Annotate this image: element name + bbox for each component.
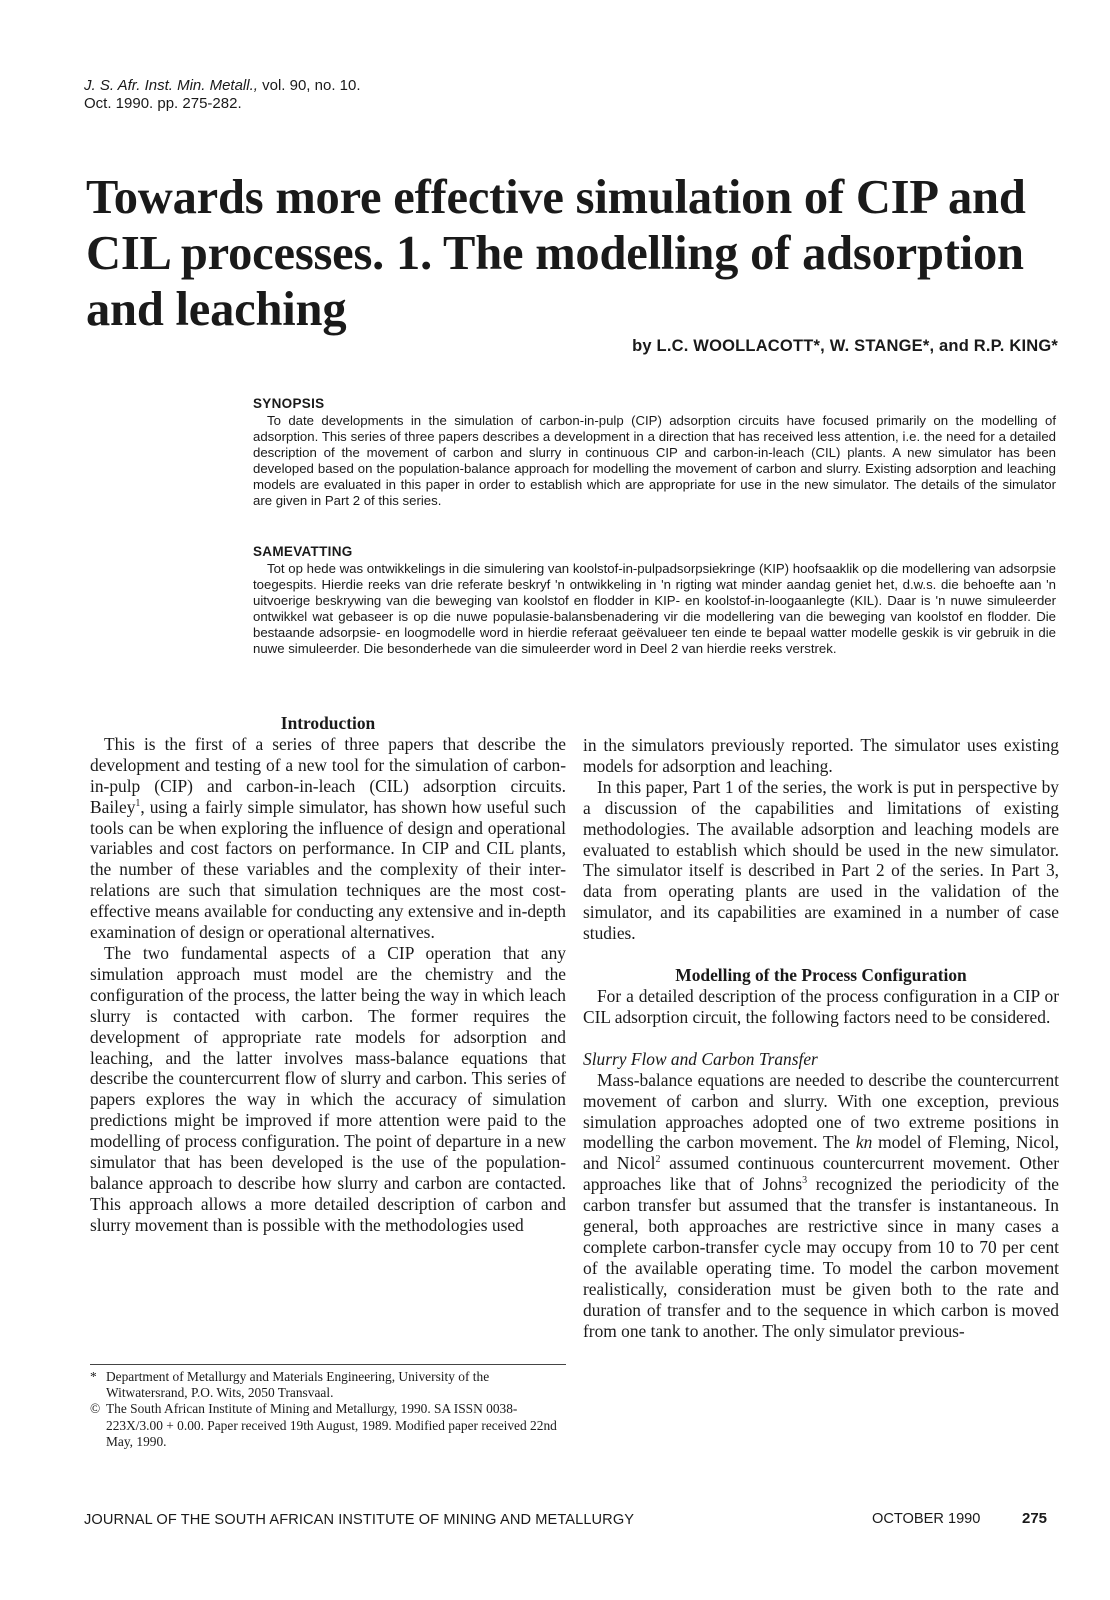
reference-1: 1 [135, 797, 141, 809]
reference-2: 2 [655, 1154, 661, 1166]
paper-title: Towards more effective simulation of CIP and CIL processes. 1. The modelling of adsorption and leaching [86, 171, 1026, 336]
footnote-divider [90, 1364, 566, 1365]
mod-p2-text-c: assumed continuous countercurrent movement. Other approaches like that of Johns [583, 1153, 1059, 1195]
samevatting-heading: SAMEVATTING [253, 544, 353, 559]
left-column [90, 713, 566, 1236]
citation [84, 77, 361, 113]
intro-paragraph-3: In this paper, Part 1 of the series, the work is put in perspective by a discussion of the capabilities and limitations of existing methodologies. The available adsorption and leaching models are evaluated to establish which should be used in the new simulator. The simulator itself is described in Part 2 of the series. In Part 3, data from operating plants are used in the validation of the simulator, and its capabilities are examined in a number of case studies. [583, 776, 1059, 944]
mod-p2-text-b: model of Fleming, Nicol, and Nicol [583, 1132, 1059, 1174]
modelling-paragraph-2 [583, 1070, 1059, 1342]
volume-issue: vol. 90, no. 10. [257, 77, 361, 94]
mod-p2-text-d: recognized the periodicity of the carbon transfer but assumed that the transfer is instantaneous. In general, both approaches are restrictive since in many cases a complete carbon-transfer cycle may occupy from 10 to 70 per cent of the available operating time. To model the carbon movement realistically, consideration must be given both to the rate and duration of transfer and to the sequence in which carbon is moved from one tank to another. The only simulator previous- [583, 1174, 1059, 1341]
synopsis-text: To date developments in the simulation of carbon-in-pulp (CIP) adsorption circuits have focused primarily on the modelling of adsorption. This series of three papers describes a development in a direction that has received less attention, i.e. the need for a detailed description of the movement of carbon and slurry in continuous CIP and carbon-in-leach (CIL) plants. A new simulator has been developed based on the population-balance approach for modelling the movement of carbon and slurry. Existing adsorption and leaching models are evaluated in this paper in order to establish which are appropriate for use in the new simulator. The details of the simulator are given in Part 2 of this series. [253, 413, 1056, 508]
introduction-heading: Introduction [280, 713, 376, 733]
intro-paragraph-1 [90, 734, 566, 943]
citation-line-1 [84, 77, 361, 95]
footnote-copyright [90, 1401, 566, 1450]
footnote-affiliation [90, 1369, 566, 1401]
synopsis-heading: SYNOPSIS [253, 396, 325, 411]
slurry-flow-subheading: Slurry Flow and Carbon Transfer [583, 1048, 818, 1069]
footer-journal-name: JOURNAL OF THE SOUTH AFRICAN INSTITUTE OF MINING AND METALLURGY [84, 1512, 635, 1528]
intro-paragraph-2: The two fundamental aspects of a CIP operation that any simulation approach must model are the chemistry and the configuration of the process, the latter being the way in which leach slurry is contacted with carbon. The former requires the development of appropriate rate models for adsorption and leaching, and the latter involves mass-balance equations that describe the countercurrent flow of slurry and carbon. This series of papers explores the way in which the accuracy of simulation predictions might be improved if more attention were paid to the modelling of process configuration. The point of departure in a new simulator that has been developed is the use of the population-balance approach to describe how slurry and carbon are contacted. This approach allows a more detailed description of carbon and slurry movement than is possible with the methodologies used [90, 942, 566, 1235]
page-number: 275 [1022, 1510, 1048, 1527]
footnotes [90, 1369, 566, 1450]
right-column [583, 735, 1059, 1341]
kn-model-term: kn [855, 1132, 873, 1153]
reference-3: 3 [802, 1175, 808, 1187]
copyright-icon: © [90, 1401, 101, 1417]
intro-p1-text-b: , using a fairly simple simulator, has shown how useful such tools can be when exploring the influence of design and operational variables and cost factors on performance. In CIP and CIL plants, the number of these variables and the complexity of their inter-relations are such that simulation techniques are the most cost-effective means available for conducting any extensive and in-depth examination of design or operational alternatives. [90, 796, 566, 943]
intro-paragraph-2-continued: in the simulators previously reported. The simulator uses existing models for adsorption and leaching. [583, 735, 1059, 776]
modelling-paragraph-1: For a detailed description of the process configuration in a CIP or CIL adsorption circuit, the following factors need to be considered. [583, 985, 1059, 1027]
journal-name: J. S. Afr. Inst. Min. Metall., [84, 77, 258, 94]
footer-date: OCTOBER 1990 [872, 1511, 981, 1527]
citation-line-2: Oct. 1990. pp. 275-282. [84, 95, 242, 112]
intro-p1-text-a: This is the first of a series of three papers that describe the development and testing of a new tool for the simulation of carbon-in-pulp (CIP) and carbon-in-leach (CIL) adsorption circuits. Bailey [90, 733, 566, 817]
samevatting-text: Tot op hede was ontwikkelings in die simulering van koolstof-in-pulpadsorpsiekringe (KIP) hoofsaaklik op die modellering van adsorpsie toegespits. Hierdie reeks van drie referate beskryf 'n ontwikkeling in 'n rigting wat minder aandag geniet het, d.w.s. die behoefte aan 'n uitvoerige beskrywing van die beweging van koolstof en flodder in KIP- en koolstof-in-loogaanlegte (KIL). Daar is 'n nuwe simuleerder ontwikkel wat gebaseer is op die nuwe populasie-balansbenadering vir die modellering van die beweging van koolstof en flodder. Die bestaande adsorpsie- en loogmodelle word in hierdie referaat geëvalueer ten einde te bepaal watter modelle geskik is vir gebruik in die nuwe simuleerder. Die besonderhede van die simuleerder word in Deel 2 van hierdie reeks verstrek. [253, 561, 1056, 656]
footnote-affiliation-text: Department of Metallurgy and Materials Engineering, University of the Witwatersrand, P.O. Wits, 2050 Transvaal. [106, 1369, 490, 1401]
asterisk-mark: * [90, 1369, 97, 1384]
mod-p2-text-a: Mass-balance equations are needed to describe the countercurrent movement of carbon and slurry. With one exception, previous simulation approaches adopted one of two extreme positions in modelling the carbon movement. The [583, 1069, 1059, 1153]
modelling-heading: Modelling of the Process Configuration [675, 965, 967, 986]
footnote-copyright-text: The South African Institute of Mining and Metallurgy, 1990. SA ISSN 0038-223X/3.00 + 0.00. Paper received 19th August, 1989. Modified paper received 22nd May, 1990. [106, 1401, 557, 1449]
author-line: by L.C. WOOLLACOTT*, W. STANGE*, and R.P. KING* [632, 337, 1058, 355]
